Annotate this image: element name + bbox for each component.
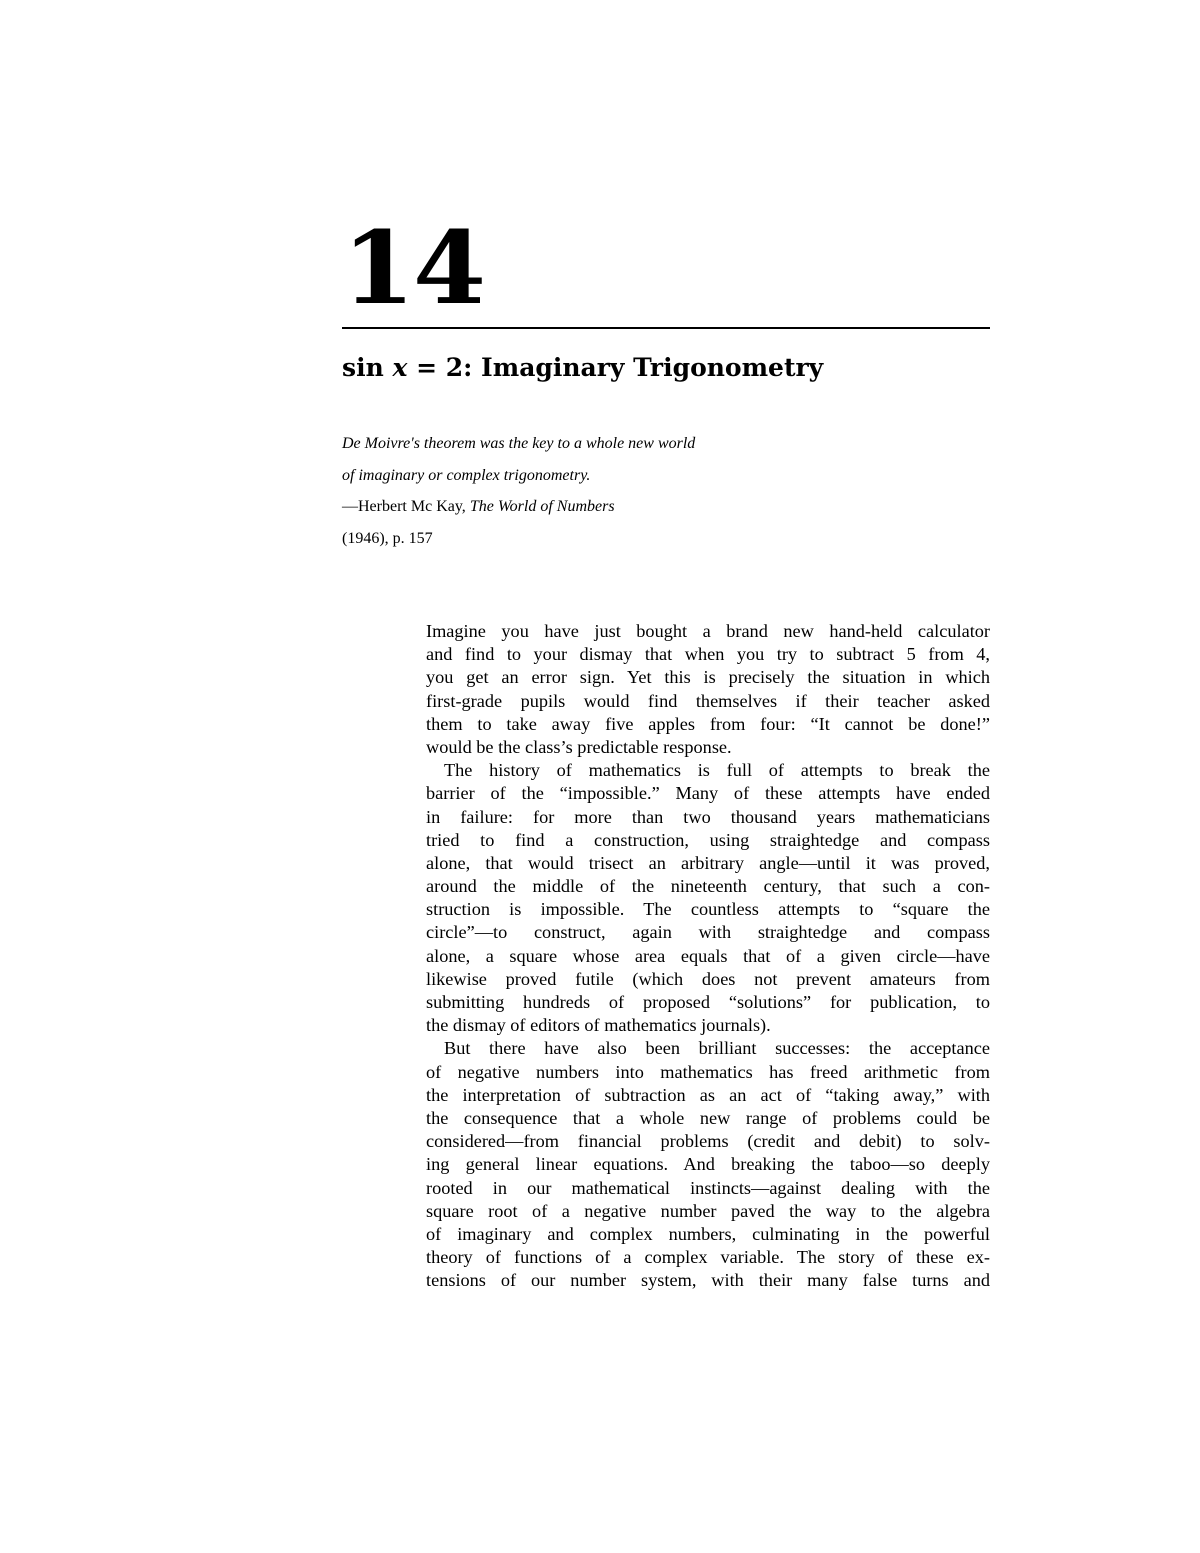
body-line: alone, a square whose area equals that of a given circle—have xyxy=(426,945,990,966)
body-line: likewise proved futile (which does not prevent amateurs from xyxy=(426,968,990,989)
body-line: struction is impossible. The countless attempts to “square the xyxy=(426,899,990,920)
body-line: ing general linear equations. And breaking the taboo—so deeply xyxy=(426,1154,990,1175)
epigraph-citation: (1946), p. 157 xyxy=(342,529,433,547)
chapter-number: 14 xyxy=(342,209,484,327)
body-line: tensions of our number system, with their many false turns and xyxy=(426,1270,990,1291)
body-line: the interpretation of subtraction as an act of “taking away,” with xyxy=(426,1084,990,1105)
body-line: Imagine you have just bought a brand new hand-held calculator xyxy=(426,621,990,641)
epigraph-work-title: The World of Numbers xyxy=(469,498,615,515)
body-line: first-grade pupils would find themselves if their teacher asked xyxy=(426,690,990,711)
body-paragraph xyxy=(426,1037,990,1292)
body-line: around the middle of the nineteenth century, that such a con- xyxy=(426,876,990,897)
epigraph-attribution xyxy=(342,491,802,523)
body-line: barrier of the “impossible.” Many of these attempts have ended xyxy=(426,783,990,804)
body-line: of negative numbers into mathematics has freed arithmetic from xyxy=(426,1061,990,1082)
body-line: the dismay of editors of mathematics journals). xyxy=(426,1015,771,1036)
chapter-title-rest: = 2: Imaginary Trigonometry xyxy=(407,353,824,382)
body-text xyxy=(426,620,990,1292)
body-line: of imaginary and complex numbers, culminating in the powerful xyxy=(426,1223,990,1244)
body-line: the consequence that a whole new range of problems could be xyxy=(426,1107,990,1128)
chapter-title xyxy=(342,353,823,383)
chapter-title-variable: x xyxy=(392,353,408,382)
epigraph-quote-line: of imaginary or complex trigonometry. xyxy=(342,466,591,484)
epigraph xyxy=(342,428,802,554)
body-line: you get an error sign. Yet this is precisely the situation in which xyxy=(426,667,990,688)
body-line: tried to find a construction, using straightedge and compass xyxy=(426,829,990,850)
body-line: submitting hundreds of proposed “solutions” for publication, to xyxy=(426,992,990,1012)
epigraph-author: —Herbert Mc Kay, xyxy=(342,498,470,515)
body-line: would be the class’s predictable response. xyxy=(426,736,732,757)
body-line: alone, that would trisect an arbitrary angle—until it was proved, xyxy=(426,852,990,873)
body-line: square root of a negative number paved the way to the algebra xyxy=(426,1200,990,1221)
epigraph-quote-line: De Moivre's theorem was the key to a whole new world xyxy=(342,435,696,452)
body-paragraph xyxy=(426,759,990,1037)
body-line: rooted in our mathematical instincts—against dealing with the xyxy=(426,1177,990,1198)
body-line: considered—from financial problems (credit and debit) to solv- xyxy=(426,1131,990,1152)
body-paragraph xyxy=(426,620,990,759)
chapter-rule xyxy=(342,327,990,329)
body-line: in failure: for more than two thousand years mathematicians xyxy=(426,806,990,827)
chapter-title-prefix: sin xyxy=(342,353,393,382)
body-line: and find to your dismay that when you try to subtract 5 from 4, xyxy=(426,644,990,665)
body-line: But there have also been brilliant successes: the acceptance xyxy=(444,1038,990,1059)
body-line: them to take away five apples from four: “It cannot be done!” xyxy=(426,713,990,734)
body-line: theory of functions of a complex variable. The story of these ex- xyxy=(426,1247,990,1268)
body-line: The history of mathematics is full of attempts to break the xyxy=(444,760,990,781)
body-line: circle”—to construct, again with straightedge and compass xyxy=(426,922,990,943)
